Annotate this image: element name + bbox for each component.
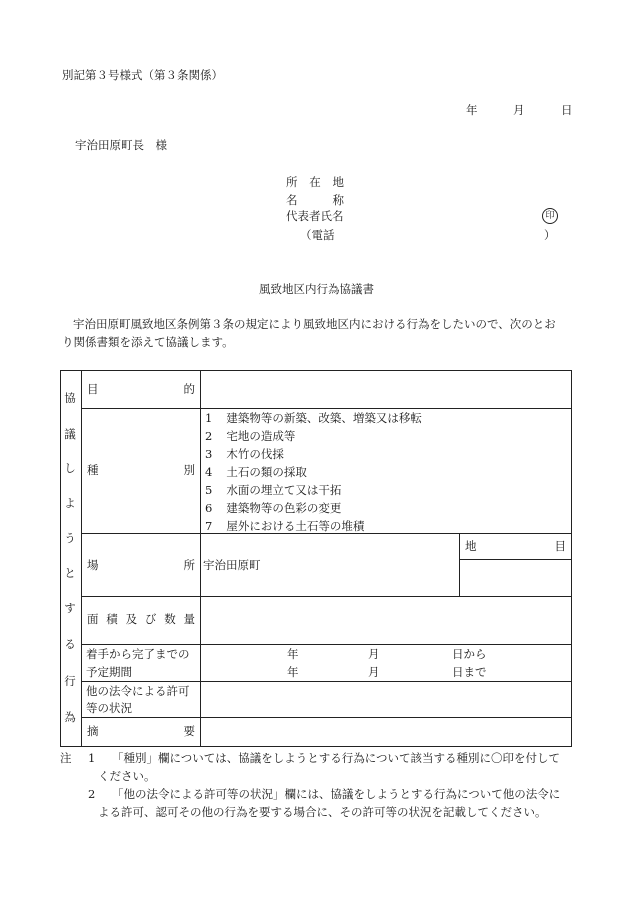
date-month: 月 — [513, 103, 525, 117]
note-1-line-1: 「種別」欄については、協議をしようとする行為について該当する種別に〇印を付して — [112, 751, 561, 765]
period-label-line-1: 着手から完了までの — [86, 647, 190, 661]
note-2-line-2: よる許可、認可その他の行為を要する場合に、その許可等の状況を記載してください。 — [98, 805, 547, 819]
name-label: 名 称 — [286, 193, 344, 207]
permit-field[interactable] — [205, 686, 565, 712]
period-end-month[interactable]: 月 — [368, 665, 380, 679]
land-category-field[interactable] — [462, 562, 568, 592]
representative-label: 代表者氏名 — [286, 209, 344, 223]
note-2-number: 2 — [88, 787, 96, 801]
area-field[interactable] — [205, 602, 565, 638]
type-option-7[interactable]: 7 屋外における土石等の堆積 — [205, 519, 365, 533]
phone-close: ） — [544, 228, 556, 242]
summary-field[interactable] — [205, 721, 565, 743]
land-category-label: 地 目 — [465, 539, 566, 553]
period-end-day[interactable]: 日まで — [452, 665, 487, 679]
period-start-year[interactable]: 年 — [287, 647, 299, 661]
type-option-6[interactable]: 6 建築物等の色彩の変更 — [205, 501, 342, 515]
type-option-4[interactable]: 4 土石の類の採取 — [205, 465, 307, 479]
note-1-line-2: ください。 — [98, 769, 156, 783]
type-label: 種 別 — [87, 463, 195, 477]
type-option-2[interactable]: 2 宅地の造成等 — [205, 429, 296, 443]
permit-label-line-1: 他の法令による許可 — [86, 684, 190, 698]
date-year: 年 — [466, 103, 478, 117]
seal-mark: 印 — [542, 208, 558, 224]
body-line-2: り関係書類を添えて協議します。 — [62, 335, 234, 349]
period-label-line-2: 予定期間 — [86, 665, 132, 679]
type-option-5[interactable]: 5 水面の埋立て又は干拓 — [205, 483, 342, 497]
body-line-1: 宇治田原町風致地区条例第３条の規定により風致地区内における行為をしたいので、次のとお — [73, 317, 556, 331]
date-day: 日 — [561, 103, 573, 117]
period-start-day[interactable]: 日から — [452, 647, 487, 661]
notes-prefix: 注 — [60, 751, 72, 765]
note-1-number: 1 — [88, 751, 96, 765]
note-2-line-1: 「他の法令による許可等の状況」欄には、協議をしようとする行為について他の法令に — [112, 787, 561, 801]
summary-label: 摘 要 — [87, 724, 195, 738]
purpose-field[interactable] — [205, 380, 565, 400]
phone-label: （電話 — [300, 228, 335, 242]
document-title: 風致地区内行為協議書 — [259, 282, 374, 296]
purpose-label: 目 的 — [87, 382, 195, 396]
place-label: 場 所 — [87, 558, 195, 572]
addressee: 宇治田原町長 様 — [75, 138, 167, 152]
place-value[interactable]: 宇治田原町 — [203, 558, 261, 572]
period-start-month[interactable]: 月 — [368, 647, 380, 661]
area-label: 面 積 及 び 数 量 — [87, 612, 195, 626]
location-label: 所 在 地 — [286, 175, 344, 189]
permit-label-line-2: 等の状況 — [86, 701, 132, 715]
period-end-year[interactable]: 年 — [287, 665, 299, 679]
type-option-3[interactable]: 3 木竹の伐採 — [205, 447, 284, 461]
form-number: 別記第３号様式（第３条関係） — [62, 68, 223, 82]
type-option-1[interactable]: 1 建築物等の新築、改築、増築又は移転 — [205, 411, 422, 425]
